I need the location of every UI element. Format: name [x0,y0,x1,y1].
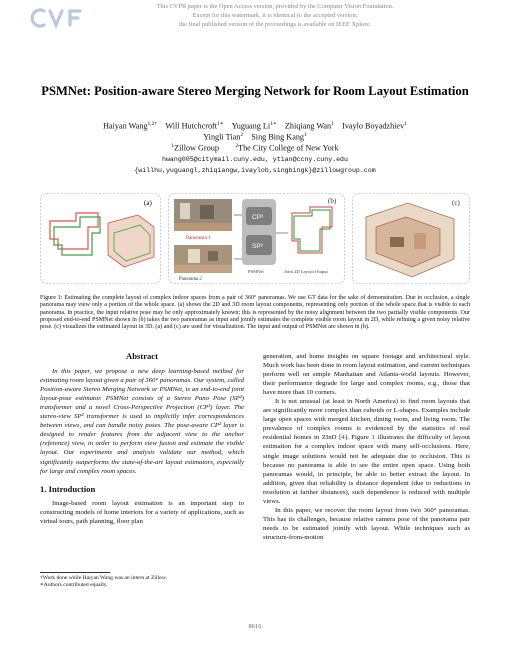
joint-layout-output [292,207,332,253]
panorama-2-label: Panorama 2 [179,277,202,282]
panel-c-label: (c) [452,199,460,207]
panorama-1-image [174,199,232,231]
psmnet-label: PSMNet [248,269,264,274]
watermark [100,2,450,29]
panorama-1-label: Panorama 1 [186,235,211,241]
watermark-line: Except for this watermark, it is identical to the accepted version; [192,12,358,19]
abstract-section [40,352,244,526]
footnote-rule [40,572,110,573]
layout-3d-diagram [108,215,154,267]
authors-line-2: Yingli Tian$^2$ Sing Bing Kang$^1$ [203,132,307,142]
cvf-logo [30,6,86,30]
intro-paragraph-2: It is not unusual (at least in North America) to find room layouts that are significantly more complex than cuboids or L-shapes. Examples include large open spaces with merged kitchen, dining room, and living room. The prevalence of complex rooms is evidenced by the statistics of real residential homes in ZInD [4]. Figure 1 illustrates the difficulty of layout estimation for a complex indoor space with many self-occlusions. Here, single image solutions would not be adequate due to occlusion. This is because no panorama is able to see the entire open space. Using both panoramas would, in principle, be able to better extract the layout. In addition, given that reliability is distance dependent (due to reductions in resolution at farther distances), such dependence is reduced with multiple views. [263,398,471,505]
introduction-heading: 1. Introduction [40,483,96,494]
abstract-heading: Abstract [126,351,158,361]
layout-2d-diagram [50,213,100,255]
citation-link[interactable]: 4 [341,434,345,442]
email-line-1: hwang005@citymail.cuny.edu, ytian@ccny.cuny.edu [162,156,348,163]
introduction-left-text: Image-based room layout estimation is an important step to constructing models of home interiors for a variety of applications, such as virtual tours, path planning, floor plan [40,499,244,525]
email-line-2: {willhu,yuguangl,zhiqiangw,ivaylob,singbingk}@zillowgroup.com [134,167,376,174]
intro-paragraph-1: generation, and home insights on square footage and architectural style. Much work has been done in room layout estimation, and current techniques perform well on simple Manhattan and Atlanta-world layouts. However, their performance degrade for large and complex rooms, e.g., those that have more than 10 corners. [263,353,470,397]
authors-line-1: Haiyan Wang$^{1,2\dagger}$ Will Hutchcroft$^{1∗}$ Yuguang $Li^{1∗}$ Zhiqiang Wan$^1$ Ivaylo Boyadzhiev$^1$ [103,121,407,131]
layout-3d-render [366,203,454,277]
intro-paragraph-3: In this paper, we recover the room layout from two 360° panoramas. This has its challenges, because relative camera pose of the panorama pair needs to be estimated jointly with layout. While techniques such as structure-from-motion [263,506,470,541]
introduction-right-column [263,352,470,542]
figure-ref-link[interactable]: 1 [371,434,375,442]
joint-output-label: Joint 2D Layout Output [284,269,328,274]
paper-title: PSMNet: Position-aware Stereo Merging Network for Room Layout Estimation [41,84,469,98]
figure-1 [40,193,470,285]
sp2-label: SP² [252,243,263,250]
cp2-label: CP² [252,214,264,221]
footnotes [40,575,244,589]
watermark-line: the final published version of the proceedings is available on IEEE Xplore. [179,21,371,28]
panorama-2-image [174,245,232,273]
panel-a-label: (a) [144,199,152,207]
page-number: 8616 [248,623,262,630]
footnote-1: †Work done while Haiyan Wang was an intern at Zillow. [40,575,167,581]
affiliations: $^1$Zillow Group $^2$The City College of New York [171,143,339,153]
panel-b-label: (b) [328,197,337,205]
watermark-line: This CVPR paper is the Open Access version, provided by the Computer Vision Foundation. [156,3,394,10]
figure-caption: Figure 1: Estimating the complete layout of complex indoor spaces from a pair of 360° panoramas. We use GT data for the sake of demonstration. Due to occlusion, a single panorama may view only a portion of the whole space. (a) shows the 2D and 3D room layout components, representing only portion of the whole space that is visible to each panorama. In practice, the input relative pose may be only approximately known; this is represented by the noisy alignment between the two partially visible components. Our proposed end-to-end PSMNet shown in (b) takes the two panoramas as input and jointly estimates the complete visible room layout in 2D, while refining a given noisy relative pose. (c) visualizes the estimated layout in 3D. (a) and (c) are used for visualization. The input and output of PSMNet are shown in (b). [40,295,470,331]
footnote-2: ∗Authors contributed equally. [40,582,108,588]
abstract-text: In this paper, we propose a new deep learning-based method for estimating room layout given a pair of 360° panoramas. Our system, called Position-aware Stereo Merging Network or PSMNet, is an end-to-end joint layout-pose estimator. PSMNet consists of a Stereo Pano Pose (SP²) transformer and a novel Cross-Perspective Projection (CP²) layer. The stereo-view SP² transformer is used to implicitly infer correspondences between views, and can handle noisy poses. The pose-aware CP² layer is designed to render features from the adjacent view to the anchor (reference) view, in order to perform view fusion and estimate the visible layout. Our experiments and analysis validate our method, which significantly outperforms the state-of-the-art layout estimators, especially for large and complex room spaces. [40,368,244,475]
